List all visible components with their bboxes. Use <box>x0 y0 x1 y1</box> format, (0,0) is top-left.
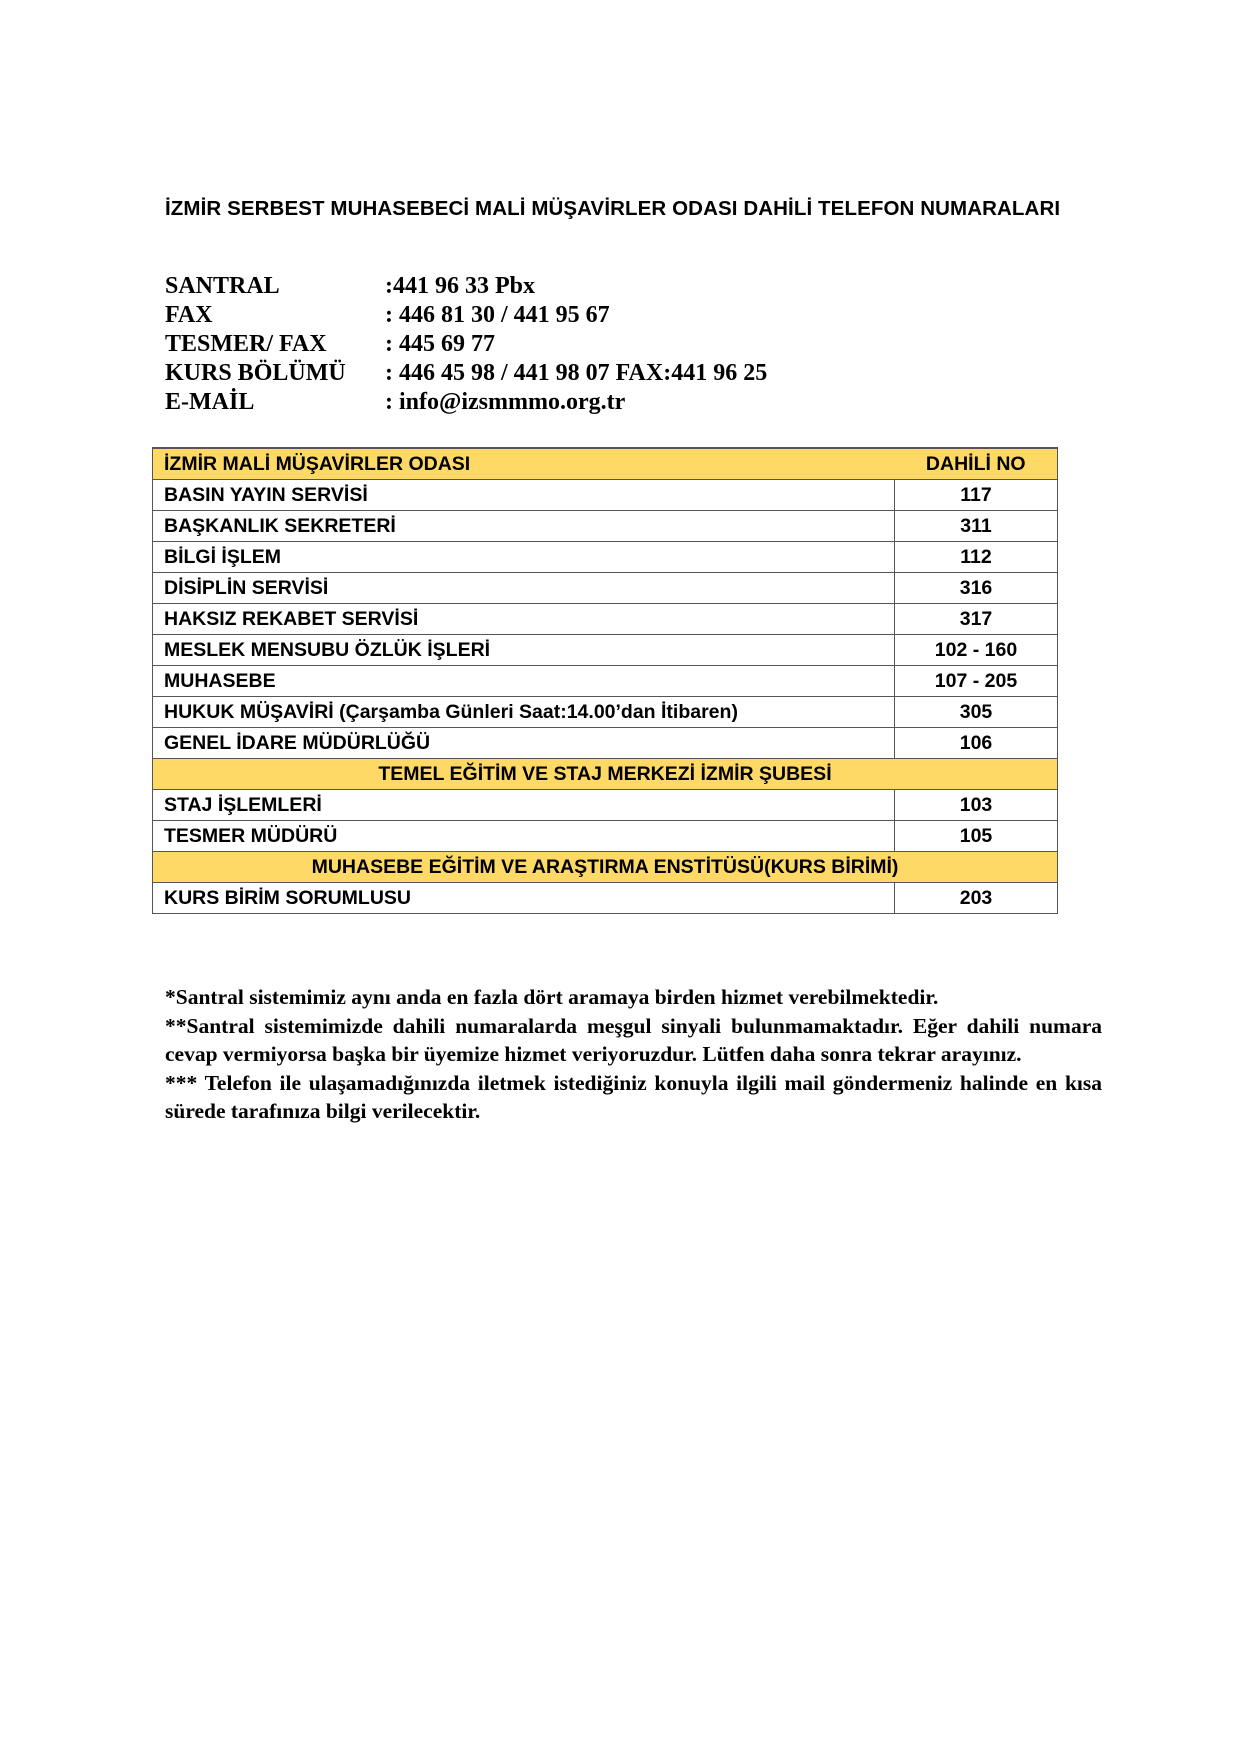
row-num: 106 <box>895 728 1058 759</box>
table-row <box>153 635 1058 666</box>
contact-label: E-MAİL <box>165 389 255 415</box>
note-2: **Santral sistemimizde dahili numaralarda meşgul sinyali bulunmamaktadır. Eğer dahili numara cevap vermiyorsa başka bir üyemize hizmet veriyoruzdur. Lütfen daha sonra tekrar arayınız. <box>165 1013 1102 1066</box>
contact-value: : 446 45 98 / 441 98 07 FAX:441 96 25 <box>385 360 768 386</box>
table-row <box>153 821 1058 852</box>
extension-table <box>152 447 1058 914</box>
row-name: HUKUK MÜŞAVİRİ (Çarşamba Günleri Saat:14.00’dan İtibaren) <box>153 697 895 728</box>
row-num: 103 <box>895 790 1058 821</box>
row-num: 317 <box>895 604 1058 635</box>
table-row <box>153 790 1058 821</box>
row-num: 311 <box>895 511 1058 542</box>
row-num: 305 <box>895 697 1058 728</box>
contact-value: : 445 69 77 <box>385 331 495 357</box>
table-header-num: DAHİLİ NO <box>895 448 1058 480</box>
contact-row-santral <box>165 272 767 301</box>
table-row <box>153 883 1058 914</box>
row-num: 203 <box>895 883 1058 914</box>
table-row <box>153 604 1058 635</box>
table-row <box>153 697 1058 728</box>
row-name: DİSİPLİN SERVİSİ <box>153 573 895 604</box>
note-1: *Santral sistemimiz aynı anda en fazla dört aramaya birden hizmet verebilmektedir. <box>165 985 939 1009</box>
row-name: HAKSIZ REKABET SERVİSİ <box>153 604 895 635</box>
contact-value: :441 96 33 Pbx <box>385 273 535 299</box>
table-row <box>153 542 1058 573</box>
table-row <box>153 511 1058 542</box>
contact-row-email <box>165 388 767 417</box>
table-row <box>153 666 1058 697</box>
contact-row-tesmer-fax <box>165 330 767 359</box>
row-name: BASIN YAYIN SERVİSİ <box>153 480 895 511</box>
row-num: 105 <box>895 821 1058 852</box>
contact-label: KURS BÖLÜMÜ <box>165 360 346 386</box>
table-header-row <box>153 448 1058 480</box>
row-num: 107 - 205 <box>895 666 1058 697</box>
table-row <box>153 728 1058 759</box>
note-3: *** Telefon ile ulaşamadığınızda iletmek istediğiniz konuyla ilgili mail göndermeniz halinde en kısa sürede tarafınıza bilgi verilecektir. <box>165 1070 1102 1123</box>
row-name: BİLGİ İŞLEM <box>153 542 895 573</box>
row-num: 117 <box>895 480 1058 511</box>
contact-row-fax <box>165 301 767 330</box>
row-num: 112 <box>895 542 1058 573</box>
section-title: MUHASEBE EĞİTİM VE ARAŞTIRMA ENSTİTÜSÜ(KURS BİRİMİ) <box>153 852 1058 883</box>
section-header-row <box>153 759 1058 790</box>
contact-label: SANTRAL <box>165 273 280 299</box>
page-title: İZMİR SERBEST MUHASEBECİ MALİ MÜŞAVİRLER ODASI DAHİLİ TELEFON NUMARALARI <box>165 197 1061 220</box>
section-header-row <box>153 852 1058 883</box>
contact-label: TESMER/ FAX <box>165 331 327 357</box>
row-num: 316 <box>895 573 1058 604</box>
table-row <box>153 573 1058 604</box>
row-name: KURS BİRİM SORUMLUSU <box>153 883 895 914</box>
row-name: TESMER MÜDÜRÜ <box>153 821 895 852</box>
row-num: 102 - 160 <box>895 635 1058 666</box>
contact-info <box>165 272 767 417</box>
section-title: TEMEL EĞİTİM VE STAJ MERKEZİ İZMİR ŞUBESİ <box>153 759 1058 790</box>
row-name: MUHASEBE <box>153 666 895 697</box>
row-name: BAŞKANLIK SEKRETERİ <box>153 511 895 542</box>
contact-value: : 446 81 30 / 441 95 67 <box>385 302 610 328</box>
contact-label: FAX <box>165 302 213 328</box>
row-name: MESLEK MENSUBU ÖZLÜK İŞLERİ <box>153 635 895 666</box>
row-name: GENEL İDARE MÜDÜRLÜĞÜ <box>153 728 895 759</box>
notes <box>165 983 1102 1126</box>
contact-row-kurs-bolumu <box>165 359 767 388</box>
contact-value: : info@izsmmmo.org.tr <box>385 389 626 415</box>
table-header-name: İZMİR MALİ MÜŞAVİRLER ODASI <box>153 448 895 480</box>
row-name: STAJ İŞLEMLERİ <box>153 790 895 821</box>
table-row <box>153 480 1058 511</box>
